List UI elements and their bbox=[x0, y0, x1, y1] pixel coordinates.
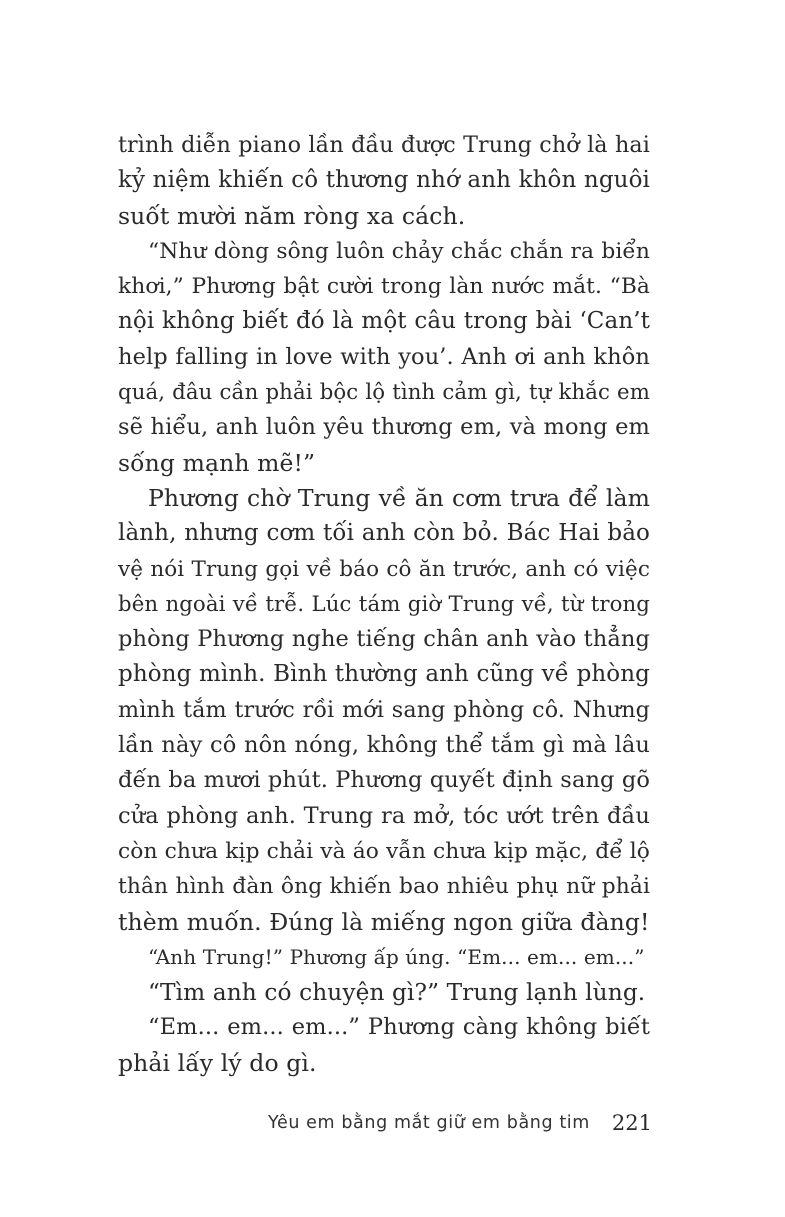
text-line: còn chưa kịp chải và áo vẫn chưa kịp mặc, để lộ bbox=[118, 838, 650, 864]
text-line: quá, đâu cần phải bộc lộ tình cảm gì, tự khắc em bbox=[118, 380, 650, 406]
text-line: phải lấy lý do gì. bbox=[118, 1048, 317, 1077]
body-text bbox=[118, 128, 650, 1081]
text-line: đến ba mươi phút. Phương quyết định sang gõ bbox=[118, 767, 650, 794]
text-line: sẽ hiểu, anh luôn yêu thương em, và mong em bbox=[118, 414, 650, 441]
text-line: “Em... em... em...” Phương càng không biết bbox=[148, 1014, 650, 1041]
text-line: bên ngoài về trễ. Lúc tám giờ Trung về, từ trong bbox=[118, 591, 650, 617]
text-line: Phương chờ Trung về ăn cơm trưa để làm bbox=[148, 483, 650, 512]
text-line: thèm muốn. Đúng là miếng ngon giữa đàng! bbox=[118, 907, 650, 936]
page-footer bbox=[262, 1108, 652, 1138]
text-line: “Anh Trung!” Phương ấp úng. “Em... em... em...” bbox=[148, 944, 645, 969]
text-line: sống mạnh mẽ!” bbox=[118, 448, 316, 477]
text-line: “Tìm anh có chuyện gì?” Trung lạnh lùng. bbox=[148, 979, 646, 1007]
text-line: khơi,” Phương bật cười trong làn nước mắt. “Bà bbox=[118, 274, 650, 300]
text-line: thân hình đàn ông khiến bao nhiêu phụ nữ phải bbox=[118, 874, 650, 900]
text-line: suốt mười năm ròng xa cách. bbox=[118, 201, 466, 230]
text-line: help falling in love with you’. Anh ơi anh khôn bbox=[118, 343, 650, 370]
text-line: phòng mình. Bình thường anh cũng về phòng bbox=[118, 661, 650, 688]
text-line: lành, nhưng cơm tối anh còn bỏ. Bác Hai bảo bbox=[118, 520, 650, 547]
page-number: 221 bbox=[611, 1111, 652, 1135]
text-line: phòng Phương nghe tiếng chân anh vào thẳng bbox=[118, 626, 650, 653]
text-line: “Như dòng sông luôn chảy chắc chắn ra biển bbox=[148, 238, 650, 264]
text-line: kỷ niệm khiến cô thương nhớ anh khôn nguôi bbox=[118, 167, 650, 194]
text-line: lần này cô nôn nóng, không thể tắm gì mà lâu bbox=[118, 732, 650, 759]
text-line: cửa phòng anh. Trung ra mở, tóc ướt trên đầu bbox=[118, 802, 650, 829]
text-line: trình diễn piano lần đầu được Trung chở là hai bbox=[118, 132, 650, 158]
text-line: nội không biết đó là một câu trong bài ‘Can’t bbox=[118, 308, 650, 335]
text-line: vệ nói Trung gọi về báo cô ăn trước, anh có việc bbox=[118, 556, 650, 582]
text-line: mình tắm trước rồi mới sang phòng cô. Nhưng bbox=[118, 696, 650, 723]
running-title: Yêu em bằng mắt giữ em bằng tim bbox=[267, 1113, 590, 1133]
